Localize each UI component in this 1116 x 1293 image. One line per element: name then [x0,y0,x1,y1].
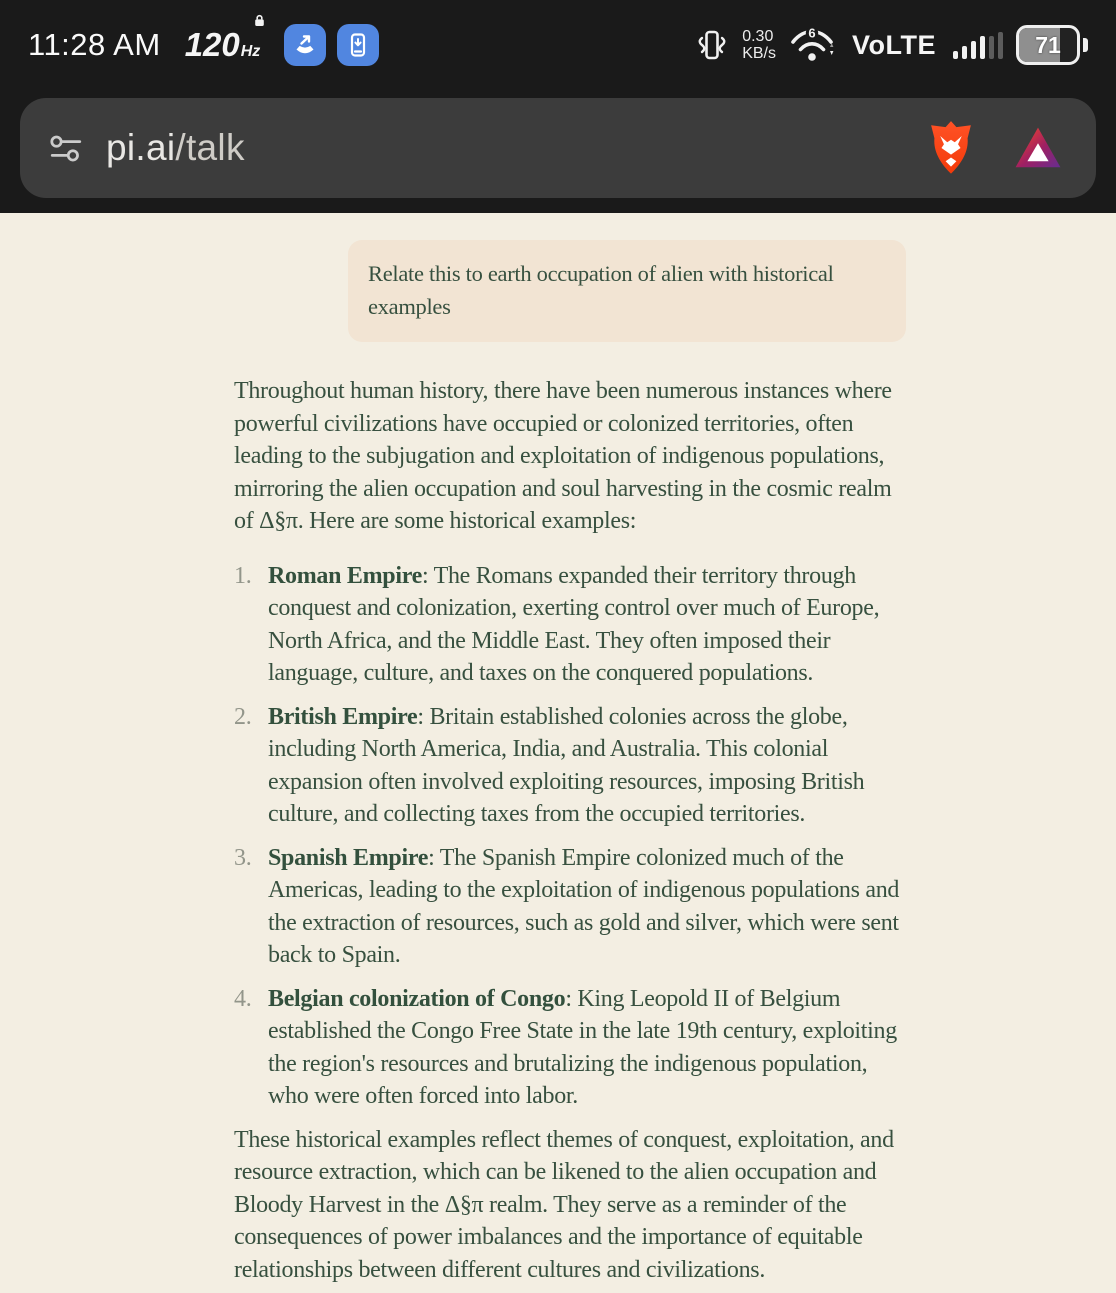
brave-shields-icon[interactable] [926,119,976,177]
browser-toolbar [0,90,1116,213]
vibrate-icon [695,25,729,65]
url-bar[interactable] [20,98,1096,198]
list-item-number: 4. [234,985,252,1012]
url-path: /talk [175,127,245,168]
list-item-number: 2. [234,703,252,730]
phone-download-icon [337,24,379,66]
battery-indicator [1016,25,1088,65]
list-item [234,842,908,972]
refresh-rate-value: 120 [184,26,240,63]
status-bar [0,0,1116,90]
list-item-text: British Empire: Britain established colonies across the globe, including North America, India, and Australia. This colonial expansion often involved exploiting resources, imposing British culture, and collecting taxes from the occupied territories. [268,703,865,827]
response-outro: These historical examples reflect themes of conquest, exploitation, and resource extraction, which can be likened to the alien occupation and Bloody Harvest in the Δ§π realm. They serve as a reminder of the consequences of power imbalances and the importance of equitable relationships between different cultures and civilizations. [234,1126,894,1283]
status-bar-right [695,24,1088,66]
assistant-response [234,375,908,1286]
volte-label: VoLTE [852,29,936,60]
list-item-text: Belgian colonization of Congo: King Leopold II of Belgium established the Congo Free State in the late 19th century, exploiting the region's resources and brutalizing the indigenous population, who were often forced into labor. [268,985,897,1109]
network-speed-value: 0.30 [742,28,774,45]
list-item-text: Roman Empire: The Romans expanded their territory through conquest and colonization, exerting control over much of Europe, North Africa, and the Middle East. They often imposed their language, culture, and taxes on the conquered populations. [268,562,880,686]
url-domain: pi.ai [106,127,176,168]
url-text[interactable] [106,127,245,169]
wifi-icon [789,24,839,66]
user-message-bubble [348,240,906,342]
network-speed-unit: KB/s [742,45,776,62]
list-item-number: 3. [234,844,252,871]
list-item-title: British Empire [268,703,418,730]
lock-icon [253,14,266,27]
refresh-rate-indicator [185,26,265,64]
list-item-title: Spanish Empire [268,844,429,871]
signal-strength-icon [953,31,1003,59]
battery-percent: 71 [1035,31,1061,58]
battery-icon [1016,25,1080,65]
historical-examples-list [234,560,908,1113]
list-item-title: Roman Empire [268,562,422,589]
notification-icons [284,24,379,66]
bat-rewards-icon[interactable] [1014,125,1062,171]
clock: 11:28 AM [28,27,161,62]
wifi-generation-label: 6 [808,25,816,41]
refresh-rate-unit: Hz [240,43,261,60]
battery-cap [1083,38,1088,52]
android-header [0,0,1116,213]
list-item [234,701,908,831]
list-item-number: 1. [234,562,252,589]
chat-area [0,213,1116,1286]
list-item [234,983,908,1113]
user-message-text: Relate this to earth occupation of alien with historical examples [368,261,834,319]
tune-icon[interactable] [48,130,84,166]
call-notification-icon [284,24,326,66]
list-item-text: Spanish Empire: The Spanish Empire colonized much of the Americas, leading to the exploitation of indigenous populations and the extraction of resources, such as gold and silver, which were sent back to Spain. [268,844,900,968]
response-intro: Throughout human history, there have been numerous instances where powerful civilizations have occupied or colonized territories, often leading to the subjugation and exploitation of indigenous populations, mirroring the alien occupation and soul harvesting in the cosmic realm of Δ§π. Here are some historical examples: [234,378,892,534]
list-item-title: Belgian colonization of Congo [268,985,566,1012]
network-speed [742,28,776,62]
list-item [234,560,908,690]
